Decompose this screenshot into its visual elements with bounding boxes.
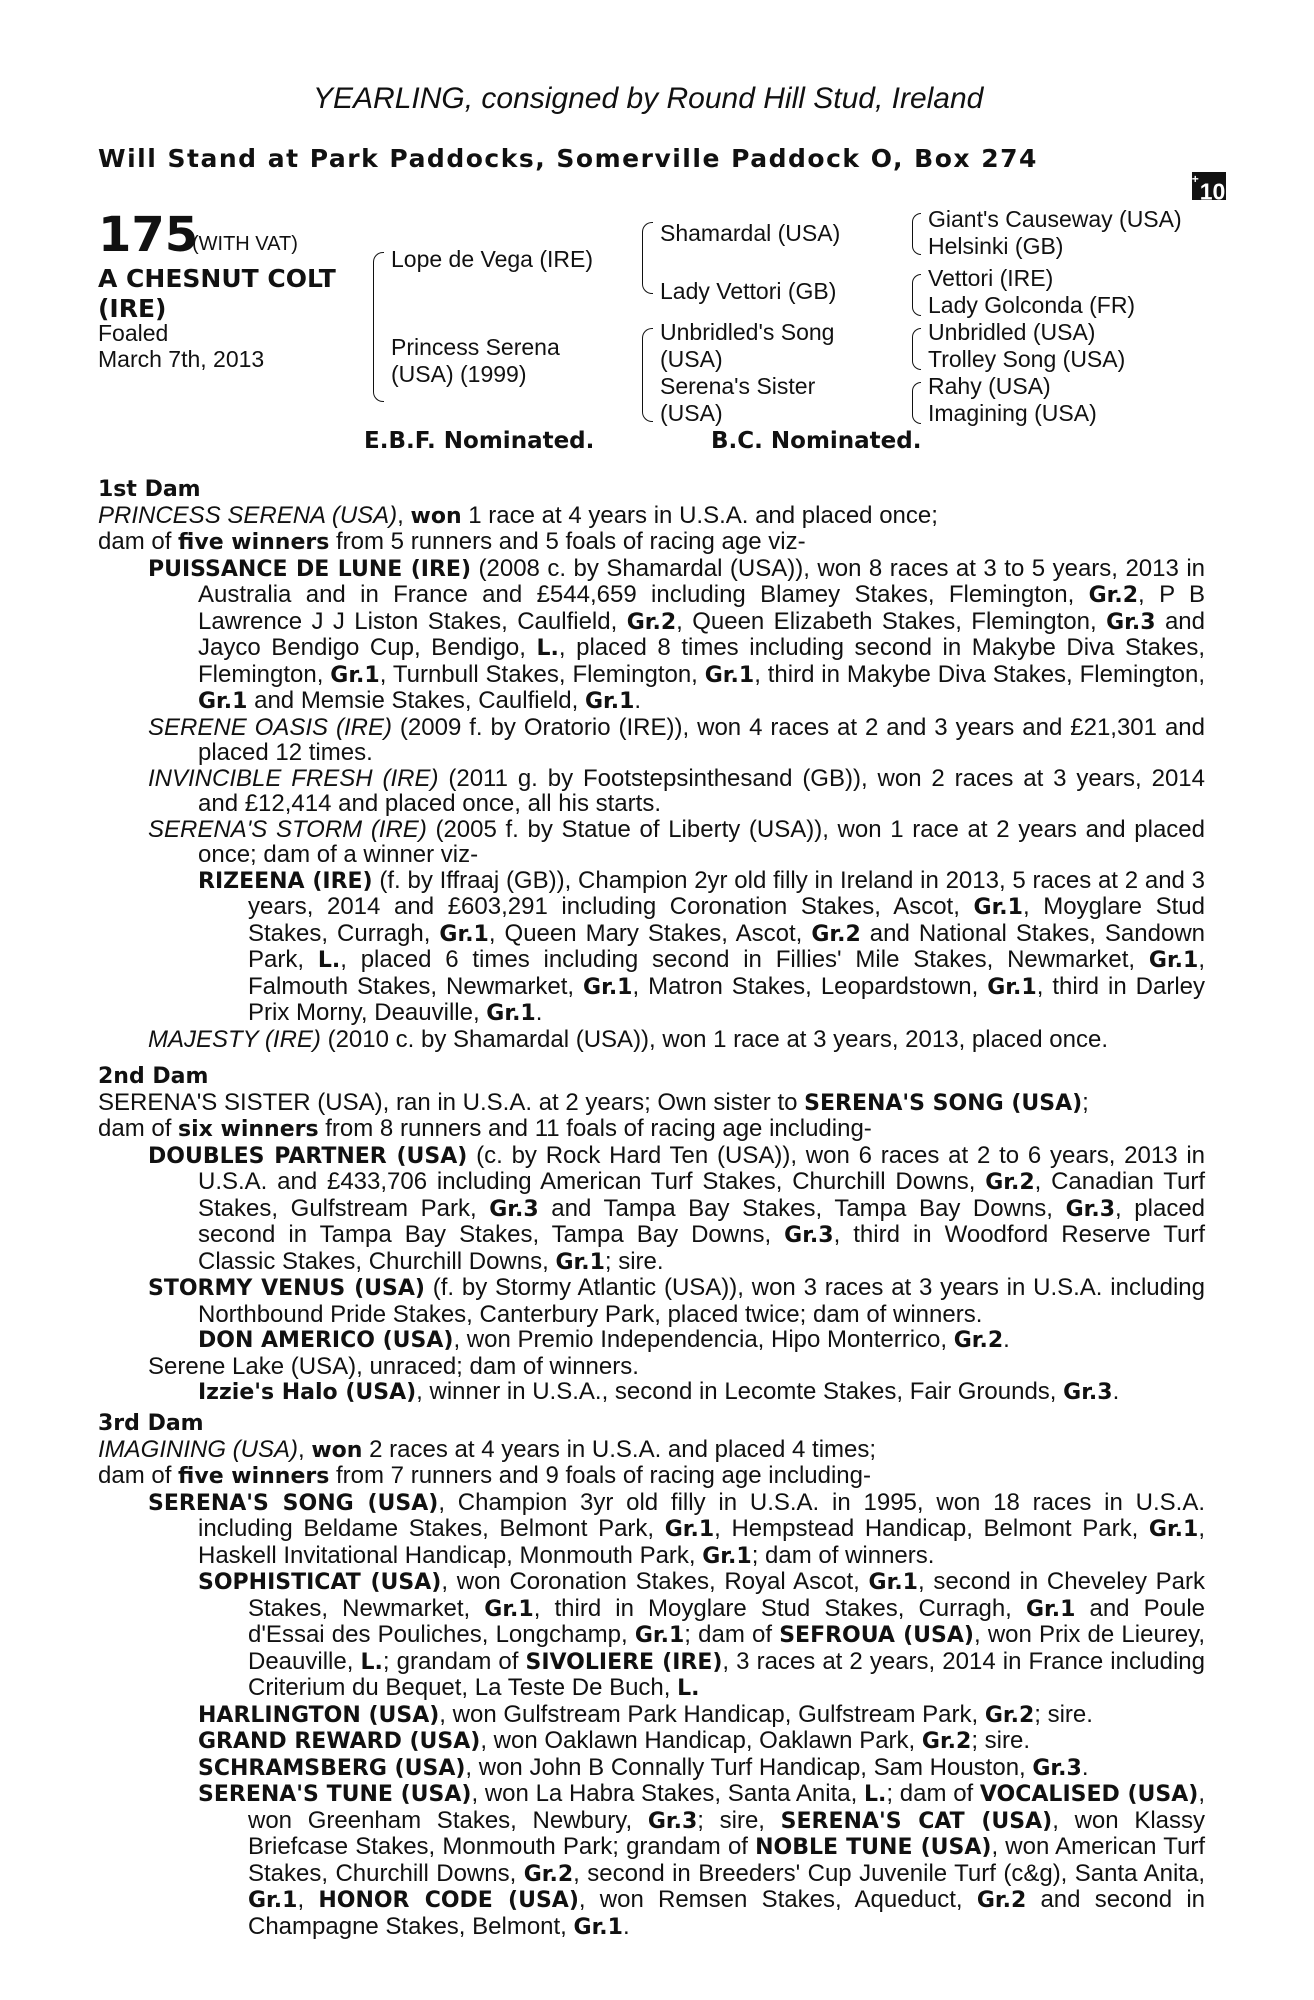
bold-entry: Gr.1	[573, 1914, 623, 1940]
bold-entry: L.	[864, 1782, 887, 1807]
record-line: SERENA'S STORM (IRE) (2005 f. by Statue of Liberty (USA)), won 1 race at 2 years and placed once; dam of a winner viz-	[148, 815, 1205, 868]
italic-entry: MAJESTY (IRE)	[148, 1025, 321, 1053]
foaled-label: Foaled	[98, 320, 169, 346]
brace-sire-line	[642, 222, 653, 294]
bold-entry: DON AMERICO (USA)	[198, 1328, 454, 1353]
pedigree-g3: Vettori (IRE)	[928, 265, 1054, 291]
pedigree-g8: Imagining (USA)	[928, 400, 1097, 426]
second-dam-section	[98, 1064, 1205, 1406]
record-line: PRINCESS SERENA (USA), won 1 race at 4 years in U.S.A. and placed once;	[98, 501, 938, 529]
brace-dam-line	[642, 328, 653, 422]
record-line: MAJESTY (IRE) (2010 c. by Shamardal (USA)), won 1 race at 3 years, 2013, placed once.	[148, 1025, 1108, 1053]
bold-entry: Gr.3	[784, 1223, 834, 1248]
bold-entry: five winners	[178, 530, 330, 555]
pedigree-g7: Rahy (USA)	[928, 373, 1051, 399]
bold-entry: Gr.2	[976, 1888, 1027, 1913]
consignment-heading: YEARLING, consigned by Round Hill Stud, Ireland	[313, 82, 984, 115]
pedigree-g6: Trolley Song (USA)	[928, 346, 1126, 372]
first-dam-section	[98, 477, 1205, 1052]
pedigree-sire-sire: Shamardal (USA)	[660, 220, 841, 246]
bold-entry: Gr.1	[1148, 1517, 1199, 1542]
bold-entry: STORMY VENUS (USA)	[148, 1276, 425, 1301]
italic-entry: IMAGINING (USA)	[98, 1435, 299, 1463]
pedigree-g2: Helsinki (GB)	[928, 233, 1064, 259]
italic-entry: SERENE OASIS (IRE)	[148, 713, 392, 741]
brace-g78	[912, 382, 921, 424]
bold-entry: Gr.1	[583, 974, 633, 1000]
pedigree-sire-dam: Lady Vettori (GB)	[660, 278, 837, 304]
bold-entry: Gr.1	[555, 1249, 605, 1275]
pedigree-sire: Lope de Vega (IRE)	[391, 246, 594, 272]
bold-entry: Gr.1	[634, 1623, 685, 1648]
record-line: PUISSANCE DE LUNE (IRE) (2008 c. by Shamardal (USA)), won 8 races at 3 to 5 years, 2013 in Australia and in France and £544,659 including Blamey Stakes, Flemington, Gr.2, P B Lawrence J J Liston Stakes, Caulfield, Gr.2, Queen Elizabeth Stakes, Flemington, Gr.3 and Jayco Bendigo Cup, Bendigo, L., placed 8 times including second in Makybe Diva Stakes, Flemington, Gr.1, Turnbull Stakes, Flemington, Gr.1, third in Makybe Diva Stakes, Flemington, Gr.1 and Memsie Stakes, Caulfield, Gr.1.	[148, 554, 1206, 714]
bold-entry: SIVOLIERE (IRE)	[525, 1649, 723, 1675]
foaled-date: March 7th, 2013	[98, 346, 265, 372]
record-line: SERENE OASIS (IRE) (2009 f. by Oratorio (IRE)), won 4 races at 2 and 3 years and £21,301 and placed 12 times.	[148, 713, 1205, 766]
lot-description: A CHESNUT COLT (IRE)	[98, 264, 336, 323]
record-line: dam of five winners from 7 runners and 9 foals of racing age including-	[98, 1462, 871, 1489]
bold-entry: VOCALISED (USA)	[979, 1782, 1199, 1807]
pedigree-g5: Unbridled (USA)	[928, 319, 1096, 345]
stand-location: Will Stand at Park Paddocks, Somerville Paddock O, Box 274	[98, 144, 1038, 173]
bold-entry: Gr.2	[1088, 583, 1139, 608]
bold-entry: Gr.1	[987, 974, 1037, 1000]
bold-entry: L.	[536, 636, 559, 661]
lot-badge	[1191, 172, 1226, 205]
record-line: SERENA'S TUNE (USA), won La Habra Stakes, Santa Anita, L.; dam of VOCALISED (USA), won Greenham Stakes, Newbury, Gr.3; sire, SERENA'S CAT (USA), won Klassy Briefcase Stakes, Monmouth Park; grandam of NOBLE TUNE (USA), won American Turf Stakes, Churchill Downs, Gr.2, second in Breeders' Cup Juvenile Turf (c&g), Santa Anita, Gr.1, HONOR CODE (USA), won Remsen Stakes, Aqueduct, Gr.2 and second in Champagne Stakes, Belmont, Gr.1.	[198, 1780, 1206, 1940]
bold-entry: Gr.3	[647, 1808, 698, 1834]
bold-entry: RIZEENA (IRE)	[198, 868, 373, 894]
brace-sire-dam	[373, 252, 384, 402]
bold-entry: Gr.1	[868, 1570, 918, 1595]
bold-entry: DOUBLES PARTNER (USA)	[148, 1143, 468, 1169]
pedigree-g4: Lady Golconda (FR)	[928, 292, 1136, 318]
section-heading: 1st Dam	[98, 477, 201, 502]
bold-entry: HARLINGTON (USA)	[198, 1702, 440, 1728]
record-line: DON AMERICO (USA), won Premio Independencia, Hipo Monterrico, Gr.2.	[198, 1326, 1010, 1353]
bold-entry: Gr.1	[704, 662, 755, 688]
ebf-nominated: E.B.F. Nominated.	[364, 428, 595, 454]
bold-entry: won	[410, 503, 462, 529]
bold-entry: Gr.1	[584, 689, 635, 714]
bold-entry: won	[311, 1437, 363, 1463]
pedigree-dam-sire: Unbridled's Song (USA)	[660, 319, 835, 372]
record-line: SERENA'S SONG (USA), Champion 3yr old filly in U.S.A. in 1995, won 18 races in U.S.A. including Beldame Stakes, Belmont Park, Gr.1, Hempstead Handicap, Belmont Park, Gr.1, Haskell Invitational Handicap, Monmouth Park, Gr.1; dam of winners.	[148, 1488, 1205, 1569]
brace-g12	[912, 213, 921, 255]
record-line: SCHRAMSBERG (USA), won John B Connally Turf Handicap, Sam Houston, Gr.3.	[198, 1753, 1089, 1781]
pedigree-g1: Giant's Causeway (USA)	[928, 206, 1182, 232]
bold-entry: Gr.3	[1065, 1196, 1116, 1222]
bold-entry: SCHRAMSBERG (USA)	[198, 1755, 466, 1781]
section-heading: 3rd Dam	[98, 1411, 204, 1436]
bold-entry: NOBLE TUNE (USA)	[755, 1835, 992, 1860]
record-line: dam of five winners from 5 runners and 5 foals of racing age viz-	[98, 528, 806, 555]
record-line: SERENA'S SISTER (USA), ran in U.S.A. at 2 years; Own sister to SERENA'S SONG (USA);	[98, 1088, 1089, 1116]
record-line: HARLINGTON (USA), won Gulfstream Park Handicap, Gulfstream Park, Gr.2; sire.	[198, 1700, 1093, 1728]
bold-entry: Gr.2	[626, 609, 677, 635]
bold-entry: Gr.2	[523, 1861, 574, 1887]
badge-number: 10	[1199, 178, 1226, 205]
bold-entry: SERENA'S TUNE (USA)	[198, 1782, 472, 1807]
bold-entry: Izzie's Halo (USA)	[198, 1380, 417, 1405]
bold-entry: Gr.1	[198, 689, 248, 714]
bold-entry: Gr.3	[1106, 609, 1156, 635]
bold-entry: Gr.1	[1025, 1596, 1076, 1622]
italic-entry: PRINCESS SERENA (USA)	[98, 501, 398, 529]
bold-entry: SERENA'S SONG (USA)	[804, 1090, 1083, 1116]
bold-entry: Gr.1	[973, 895, 1023, 920]
bold-entry: Gr.2	[984, 1702, 1035, 1728]
third-dam-section	[98, 1411, 1205, 1940]
bold-entry: SEFROUA (USA)	[779, 1623, 974, 1648]
bold-entry: Gr.3	[1032, 1755, 1082, 1781]
vat-note: (WITH VAT)	[192, 233, 298, 255]
brace-g56	[912, 328, 921, 370]
record-line: dam of six winners from 8 runners and 11 foals of racing age including-	[98, 1115, 872, 1142]
bold-entry: Gr.1	[484, 1596, 534, 1622]
record-line: GRAND REWARD (USA), won Oaklawn Handicap, Oaklawn Park, Gr.2; sire.	[198, 1727, 1031, 1754]
record-line: SOPHISTICAT (USA), won Coronation Stakes, Royal Ascot, Gr.1, second in Cheveley Park Stakes, Newmarket, Gr.1, third in Moyglare Stud Stakes, Curragh, Gr.1 and Poule d'Essai des Pouliches, Longchamp, Gr.1; dam of SEFROUA (USA), won Prix de Lieurey, Deauville, L.; grandam of SIVOLIERE (IRE), 3 races at 2 years, 2014 in France including Criterium du Bequet, La Teste De Buch, L.	[198, 1568, 1206, 1701]
bold-entry: Gr.1	[330, 662, 380, 688]
bold-entry: Gr.2	[985, 1170, 1035, 1195]
bold-entry: Gr.2	[811, 921, 861, 947]
bold-entry: Gr.3	[1063, 1380, 1113, 1405]
record-line: Serene Lake (USA), unraced; dam of winners.	[148, 1352, 639, 1380]
bold-entry: L.	[677, 1676, 700, 1701]
bold-entry: SERENA'S SONG (USA)	[148, 1490, 439, 1516]
record-line: INVINCIBLE FRESH (IRE) (2011 g. by Footstepsinthesand (GB)), won 2 races at 3 years, 2014 and £12,414 and placed once, all his starts.	[148, 764, 1205, 817]
bold-entry: L.	[360, 1649, 383, 1675]
record-line: IMAGINING (USA), won 2 races at 4 years in U.S.A. and placed 4 times;	[98, 1435, 877, 1463]
bold-entry: Gr.2	[953, 1328, 1004, 1353]
bold-entry: five winners	[178, 1464, 330, 1489]
bold-entry: Gr.1	[439, 921, 489, 947]
lot-number: 175	[98, 207, 199, 263]
bold-entry: GRAND REWARD (USA)	[198, 1729, 481, 1754]
bold-entry: HONOR CODE (USA)	[318, 1888, 579, 1913]
pedigree-dam-dam: Serena's Sister (USA)	[660, 373, 816, 426]
bold-entry: Gr.1	[248, 1888, 298, 1913]
bold-entry: Gr.1	[1148, 948, 1199, 973]
bold-entry: Gr.1	[702, 1543, 752, 1569]
record-line: STORMY VENUS (USA) (f. by Stormy Atlantic (USA)), won 3 races at 3 years in U.S.A. including Northbound Pride Stakes, Canterbury Park, placed twice; dam of winners.	[148, 1274, 1205, 1328]
bold-entry: six winners	[178, 1117, 319, 1142]
pedigree-dam: Princess Serena (USA) (1999)	[391, 334, 560, 387]
bc-nominated: B.C. Nominated.	[711, 428, 922, 454]
italic-entry: INVINCIBLE FRESH (IRE)	[148, 764, 439, 792]
bold-entry: Gr.1	[664, 1517, 715, 1542]
bold-entry: SOPHISTICAT (USA)	[198, 1570, 442, 1595]
italic-entry: SERENA'S STORM (IRE)	[148, 815, 427, 843]
bold-entry: Gr.1	[486, 1001, 536, 1026]
record-line: DOUBLES PARTNER (USA) (c. by Rock Hard Ten (USA)), won 6 races at 2 to 6 years, 2013 in U.S.A. and £433,706 including American Turf Stakes, Churchill Downs, Gr.2, Canadian Turf Stakes, Gulfstream Park, Gr.3 and Tampa Bay Stakes, Tampa Bay Downs, Gr.3, placed second in Tampa Bay Stakes, Tampa Bay Downs, Gr.3, third in Woodford Reserve Turf Classic Stakes, Churchill Downs, Gr.1; sire.	[148, 1141, 1206, 1275]
bold-entry: PUISSANCE DE LUNE (IRE)	[148, 556, 472, 582]
bold-entry: Gr.3	[489, 1196, 539, 1222]
bold-entry: L.	[317, 948, 341, 973]
badge-plus: +	[1191, 172, 1199, 186]
record-line: RIZEENA (IRE) (f. by Iffraaj (GB)), Champion 2yr old filly in Ireland in 2013, 5 races at 2 and 3 years, 2014 and £603,291 including Coronation Stakes, Ascot, Gr.1, Moyglare Stud Stakes, Curragh, Gr.1, Queen Mary Stakes, Ascot, Gr.2 and National Stakes, Sandown Park, L., placed 6 times including second in Fillies' Mile Stakes, Newmarket, Gr.1, Falmouth Stakes, Newmarket, Gr.1, Matron Stakes, Leopardstown, Gr.1, third in Darley Prix Morny, Deauville, Gr.1.	[198, 866, 1206, 1026]
brace-g34	[912, 274, 921, 316]
bold-entry: Gr.2	[921, 1729, 972, 1754]
section-heading: 2nd Dam	[98, 1064, 209, 1089]
record-line: Izzie's Halo (USA), winner in U.S.A., second in Lecomte Stakes, Fair Grounds, Gr.3.	[198, 1378, 1120, 1405]
bold-entry: SERENA'S CAT (USA)	[780, 1808, 1053, 1834]
